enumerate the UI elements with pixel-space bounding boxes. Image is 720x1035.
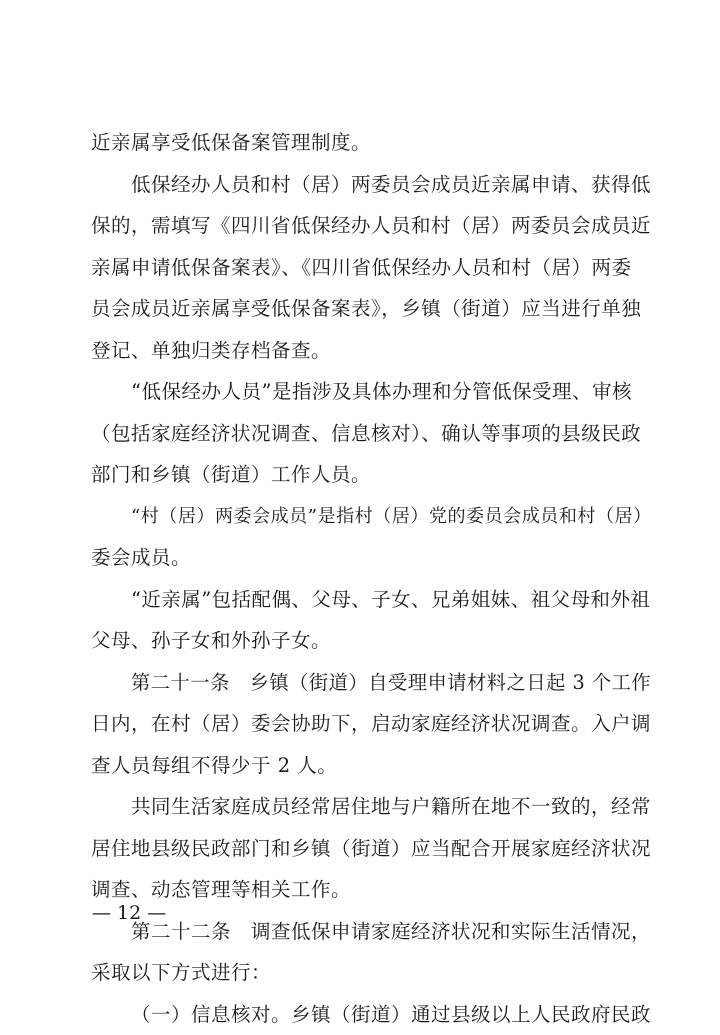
text-line: “村（居）两委会成员”是指村（居）党的委员会成员和村（居）: [91, 496, 651, 538]
text-line: “近亲属”包括配偶、父母、子女、兄弟姐妹、祖父母和外祖: [91, 579, 651, 621]
text-line: 父母、孙子女和外孙子女。: [91, 620, 651, 662]
text-line: 居住地县级民政部门和乡镇（街道）应当配合开展家庭经济状况: [91, 828, 651, 870]
text-line: 调查、动态管理等相关工作。: [91, 869, 651, 911]
text-line: 登记、单独归类存档备查。: [91, 330, 651, 372]
document-body: [91, 122, 651, 1035]
text-line: “低保经办人员”是指涉及具体办理和分管低保受理、审核: [91, 371, 651, 413]
page-number: — 12 —: [92, 902, 166, 924]
text-line: 亲属申请低保备案表》、《四川省低保经办人员和村（居）两委: [91, 247, 651, 289]
text-line: （一）信息核对。乡镇（街道）通过县级以上人民政府民政: [91, 994, 651, 1035]
text-line: 第二十一条 乡镇（街道）自受理申请材料之日起 3 个工作: [91, 662, 651, 704]
text-line: 日内，在村（居）委会协助下，启动家庭经济状况调查。入户调: [91, 703, 651, 745]
text-line: （包括家庭经济状况调查、信息核对）、确认等事项的县级民政: [91, 413, 651, 455]
text-line: 员会成员近亲属享受低保备案表》，乡镇（街道）应当进行单独: [91, 288, 651, 330]
text-line: 共同生活家庭成员经常居住地与户籍所在地不一致的，经常: [91, 786, 651, 828]
text-line: 委会成员。: [91, 537, 651, 579]
text-line: 低保经办人员和村（居）两委员会成员近亲属申请、获得低: [91, 164, 651, 206]
text-line: 第二十二条 调查低保申请家庭经济状况和实际生活情况，: [91, 911, 651, 953]
text-line: 采取以下方式进行：: [91, 952, 651, 994]
text-line: 近亲属享受低保备案管理制度。: [91, 122, 651, 164]
text-line: 查人员每组不得少于 2 人。: [91, 745, 651, 787]
text-line: 部门和乡镇（街道）工作人员。: [91, 454, 651, 496]
text-line: 保的，需填写《四川省低保经办人员和村（居）两委员会成员近: [91, 205, 651, 247]
